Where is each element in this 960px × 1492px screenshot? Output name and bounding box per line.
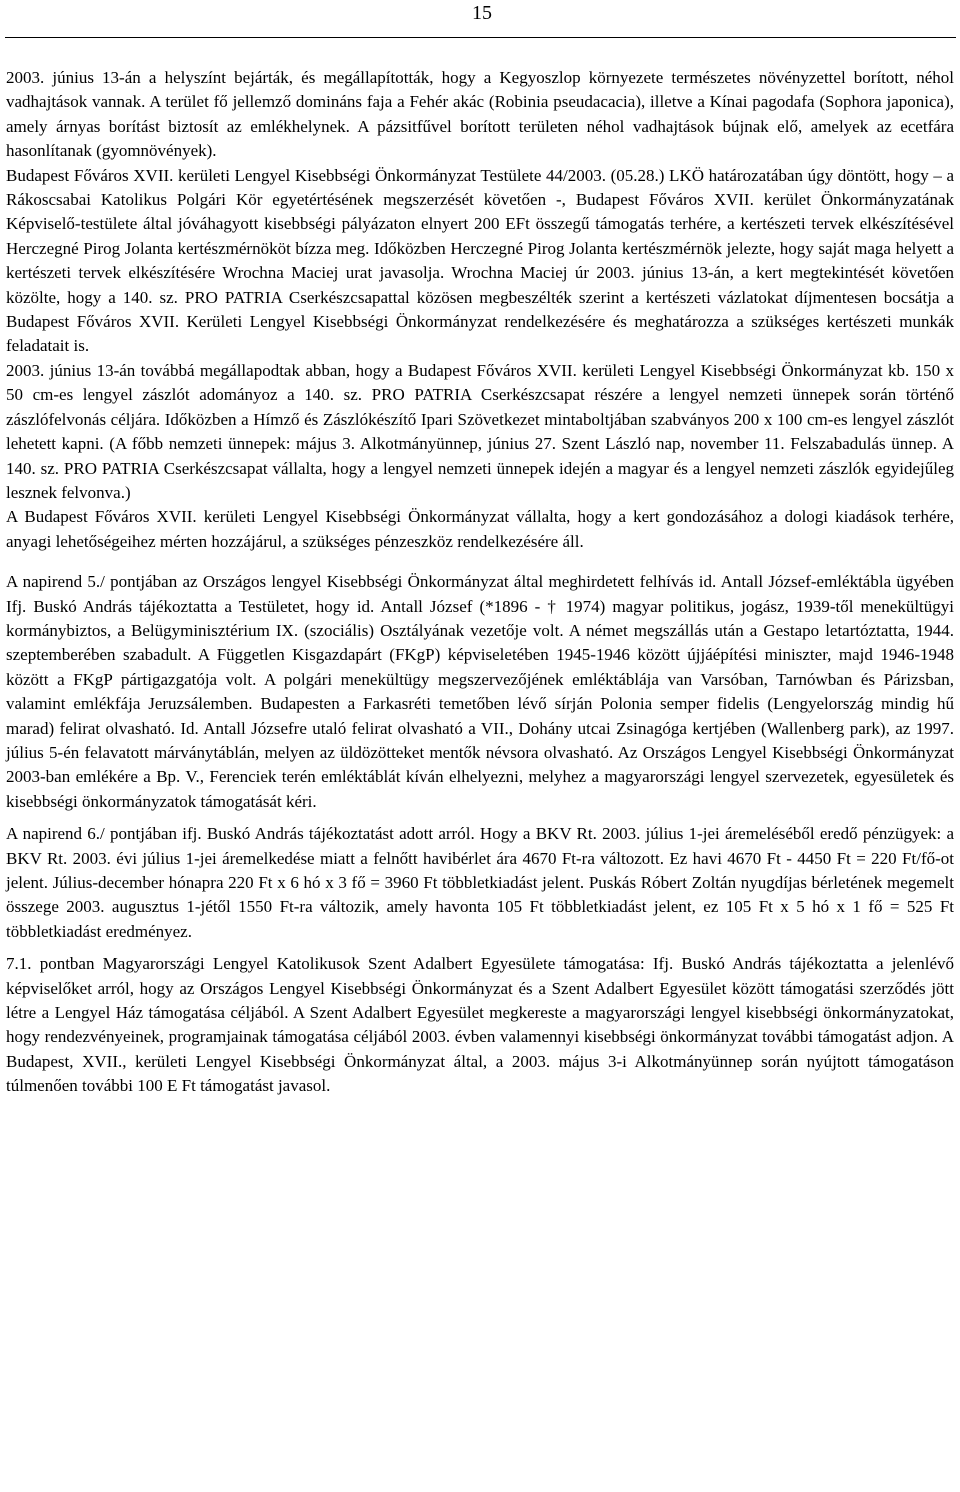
paragraph-agenda-6: A napirend 6./ pontjában ifj. Buskó András tájékoztatást adott arról. Hogy a BKV Rt. 2003. július 1-jei áremeléséből eredő pénzügyek: a BKV Rt. 2003. évi július 1-jei áremelkedése miatt a felnőtt havibérlet ára 4670 Ft-ra változott. Ez havi 4670 Ft - 4450 Ft = 220 Ft/fő-ot jelent. Július-december hónapra 220 Ft x 6 hó x 3 fő = 3960 Ft többletkiadást jelent. Puskás Róbert Zoltán nyugdíjas bérletének megemelt összege 2003. augusztus 1-jétől 1550 Ft-ra változik, amely havonta 105 Ft többletkiadást jelent, ez 105 Ft x 5 hó x 1 fő = 525 Ft többletkiadást eredményez. <box>6 824 954 941</box>
paragraph-resolution: Budapest Főváros XVII. kerületi Lengyel Kisebbségi Önkormányzat Testülete 44/2003. (05.28.) LKÖ határozatában úgy döntött, hogy – a Rákoscsabai Katolikus Polgári Kör egyetértésének megszerzését követően -, Budapest Főváros XVII. kerület Önkormányzatának Képviselő-testülete által jóváhagyott kisebbségi pályázaton elnyert 200 EFt összegű támogatás terhére, a kertészeti tervek elkészítésével Herczegné Pirog Jolanta kertészmérnököt bízza meg. Időközben Herczegné Pirog Jolanta kertészmérnök jelezte, hogy saját maga helyett a kertészeti tervek elkészítésére Wrochna Maciej urat javasolja. Wrochna Maciej úr 2003. június 13-án, a kert megtekintését követően közölte, hogy a 140. sz. PRO PATRIA Cserkészcsapattal közösen megbeszélték szerint a kertészeti vázlatokat díjmentesen bocsátja a Budapest Főváros XVII. Kerületi Lengyel Kisebbségi Önkormányzat rendelkezésére és meghatározza a szükséges kertészeti munkák feladatait is. <box>6 165 954 356</box>
header-rule <box>5 37 956 38</box>
paragraph-point-7-1: 7.1. pontban Magyarországi Lengyel Katolikusok Szent Adalbert Egyesülete támogatása: Ifj. Buskó András tájékoztatta a jelenlévő képviselőket arról, hogy az Országos Lengyel Kisebbségi Önkormányzat és a Szent Adalbert Egyesület között támogatási szerződés jött létre a Lengyel Ház támogatása céljából. A Szent Adalbert Egyesület megkereste a magyarországi lengyel kisebbségi önkormányzatokat, hogy rendezvényeinek, programjainak támogatása céljából 2003. évben valamennyi kisebbségi önkormányzat további támogatást adjon. A Budapest, XVII., kerületi Lengyel Kisebbségi Önkormányzat által, a 2003. május 3-i Alkotmányünnep során nyújtott támogatáson túlmenően további 100 E Ft támogatást javasol. <box>6 954 954 1096</box>
paragraph-flag-agreement: 2003. június 13-án továbbá megállapodtak abban, hogy a Budapest Főváros XVII. kerületi Lengyel Kisebbségi Önkormányzat kb. 150 x 50 cm-es lengyel zászlót adományoz a 140. sz. PRO PATRIA Cserkészcsapat részére a lengyel nemzeti ünnepek során történő zászlófelvonás céljára. Időközben a Hímző és Zászlókészítő Ipari Szövetkezet mintaboltjában szabványos 200 x 100 cm-es lengyel zászlót lehetett kapni. (A főbb nemzeti ünnepek: május 3. Alkotmányünnep, június 27. Szent László nap, november 11. Felszabadulás ünnep. A 140. sz. PRO PATRIA Cserkészcsapat vállalta, hogy a lengyel nemzeti ünnepek idején a magyar és a lengyel nemzeti zászlók egyidejűleg lesznek felvonva.) <box>6 360 954 502</box>
paragraph-agenda-5: A napirend 5./ pontjában az Országos lengyel Kisebbségi Önkormányzat által meghirdetett felhívás id. Antall József-emléktábla ügyében Ifj. Buskó András tájékoztatta a Testületet, hogy id. Antall József (*1896 - † 1974) magyar politikus, jogász, 1939-től menekültügyi kormánybiztos, a Belügyminisztérium IX. (szociális) Osztályának vezetője volt. A német megszállás után a Gestapo letartóztatta, 1944. szeptemberében szabadult. A Független Kisgazdapárt (FKgP) képviseletében 1945-1946 között újjáépítési miniszter, majd 1946-1948 között a FKgP pártigazgatója volt. A polgári menekültügy megszervezőjének emléktáblája van Varsóban, Tarnówban és Párizsban, valamint emlékfája Jeruzsálemben. Budapesten a Farkasréti temetőben lévő sírján Polonia semper fidelis (Lengyelország mindig hű marad) felirat olvasható. Id. Antall Józsefre utaló felirat olvasható a VII., Dohány utcai Zsinagóga kertjében (Wallenberg park), az 1997. július 5-én felavatott márványtáblán, melyen az üldözötteket mentők névsora olvasható. Az Országos Lengyel Kisebbségi Önkormányzat 2003-ban emlékére a Bp. V., Ferenciek terén emléktáblát kíván elhelyezni, melyhez a magyarországi lengyel szervezetek, egyesületek és kisebbségi önkormányzatok támogatását kéri. <box>6 572 954 811</box>
document-body <box>6 66 954 1099</box>
paragraph-garden-maintenance: A Budapest Főváros XVII. kerületi Lengyel Kisebbségi Önkormányzat vállalta, hogy a kert gondozásához a dologi kiadások terhére, anyagi lehetőségeihez mérten hozzájárul, a szükséges pénzeszköz rendelkezésére áll. <box>6 507 954 551</box>
paragraph-site-visit: 2003. június 13-án a helyszínt bejárták, és megállapították, hogy a Kegyoszlop környezete természetes növényzettel borított, néhol vadhajtások vannak. A terület fő jellemző domináns faja a Fehér akác (Robinia pseudacacia), illetve a Kínai pagodafa (Sophora japonica), amely árnyas borítást biztosít az emlékhelynek. A pázsitfűvel borított területen néhol vadhajtások bújnak elő, amelyek az ecetfára hasonlítanak (gyomnövények). <box>6 68 954 161</box>
page-number: 15 <box>472 2 492 24</box>
